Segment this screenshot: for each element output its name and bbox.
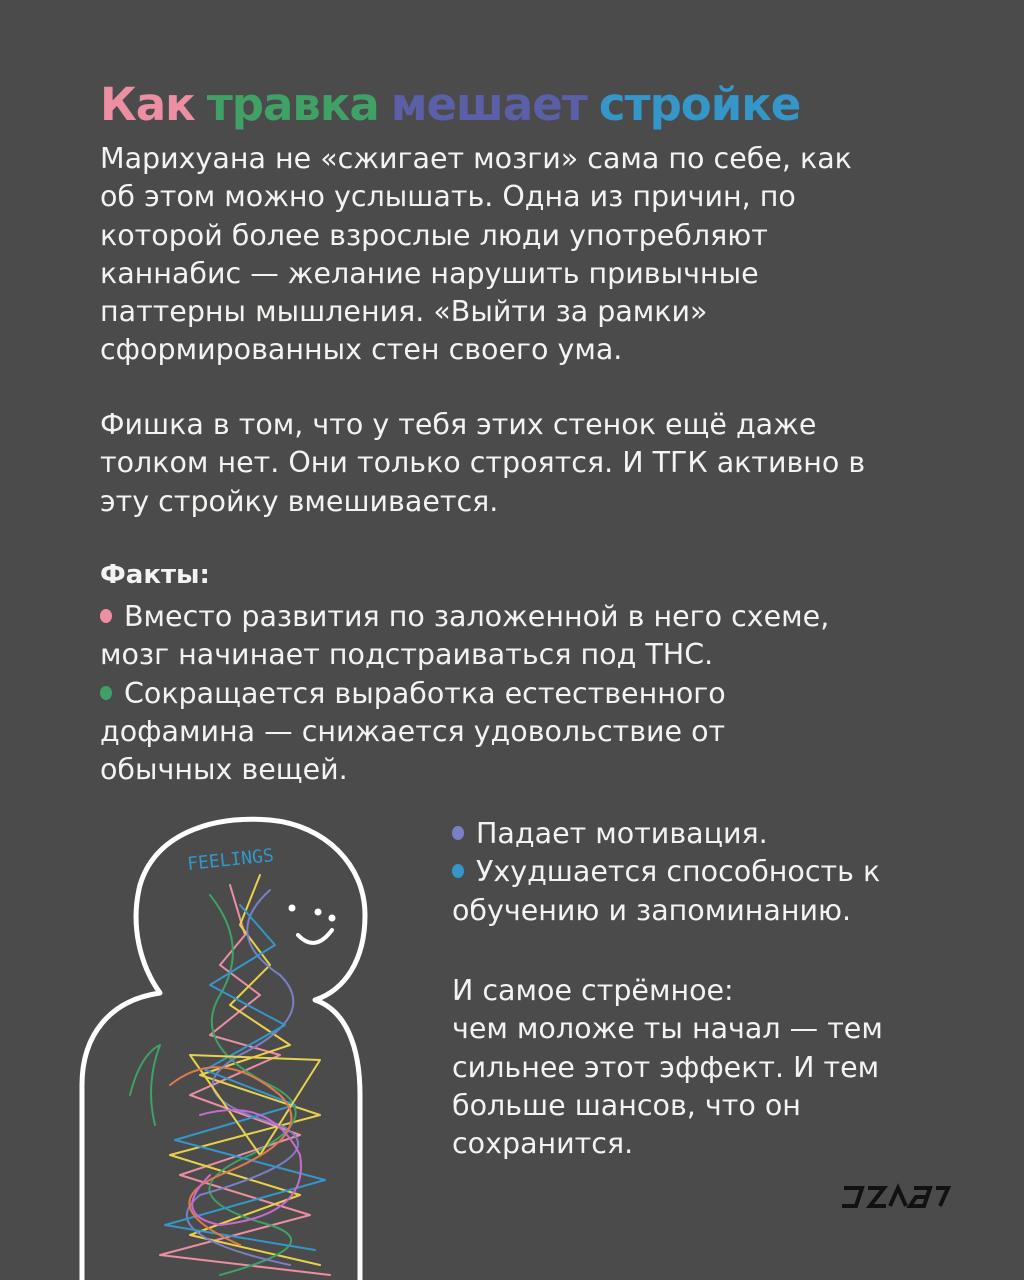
fact-item — [452, 853, 972, 930]
fact-line: дофамина — снижается удовольствие от — [100, 714, 726, 748]
fact-item — [100, 598, 960, 675]
title-word-4: стройке — [598, 78, 801, 131]
intro-line: об этом можно услышать. Одна из причин, по — [100, 180, 796, 214]
second-line: Фишка в том, что у тебя этих стенок ещё даже — [100, 408, 817, 441]
second-line: эту стройку вмешивается. — [100, 484, 499, 518]
intro-line: которой более взрослые люди употребляют — [100, 218, 768, 252]
fact-line: обучению и запоминанию. — [452, 893, 852, 927]
blue-bullet-icon — [452, 864, 464, 878]
fact-item — [100, 675, 960, 790]
brand-logo-icon — [840, 1180, 952, 1212]
intro-line: Марихуана не «сжигает мозги» сама по себе, как — [100, 142, 852, 175]
closing-line: И самое стрёмное: — [452, 974, 734, 1007]
title-word-2: травка — [206, 78, 379, 131]
intro-line: каннабис — желание нарушить привычные — [100, 256, 759, 290]
fact-line: обычных вещей. — [100, 753, 348, 787]
post-title — [100, 78, 812, 131]
second-paragraph — [100, 406, 960, 521]
scribble-person-icon — [70, 795, 400, 1280]
fact-item — [452, 815, 972, 853]
second-line: толком нет. Они только строятся. И ТГК активно в — [100, 446, 866, 480]
green-bullet-icon — [100, 686, 112, 700]
purple-bullet-icon — [452, 826, 464, 840]
intro-line: паттерны мышления. «Выйти за рамки» — [100, 295, 708, 329]
pink-bullet-icon — [100, 609, 112, 623]
facts-list-right — [452, 815, 972, 930]
facts-list — [100, 598, 960, 789]
intro-line: сформированных стен своего ума. — [100, 333, 623, 367]
closing-line: больше шансов, что он — [452, 1088, 801, 1122]
feelings-label: FEELINGS — [186, 845, 275, 875]
facts-heading: Факты: — [100, 560, 210, 590]
fact-line: Вместо развития по заложенной в него схеме, — [124, 600, 830, 633]
intro-paragraph — [100, 140, 960, 370]
title-word-1: Как — [100, 78, 195, 131]
closing-paragraph — [452, 972, 972, 1163]
closing-line: сильнее этот эффект. И тем — [452, 1050, 880, 1084]
closing-line: сохранится. — [452, 1127, 634, 1161]
fact-line: Ухудшается способность к — [476, 855, 881, 889]
fact-line: Падает мотивация. — [476, 817, 768, 850]
fact-line: мозг начинает подстраиваться под THC. — [100, 638, 714, 672]
title-word-3: мешает — [390, 78, 587, 131]
fact-line: Сокращается выработка естественного — [124, 676, 726, 710]
closing-line: чем моложе ты начал — тем — [452, 1012, 883, 1046]
